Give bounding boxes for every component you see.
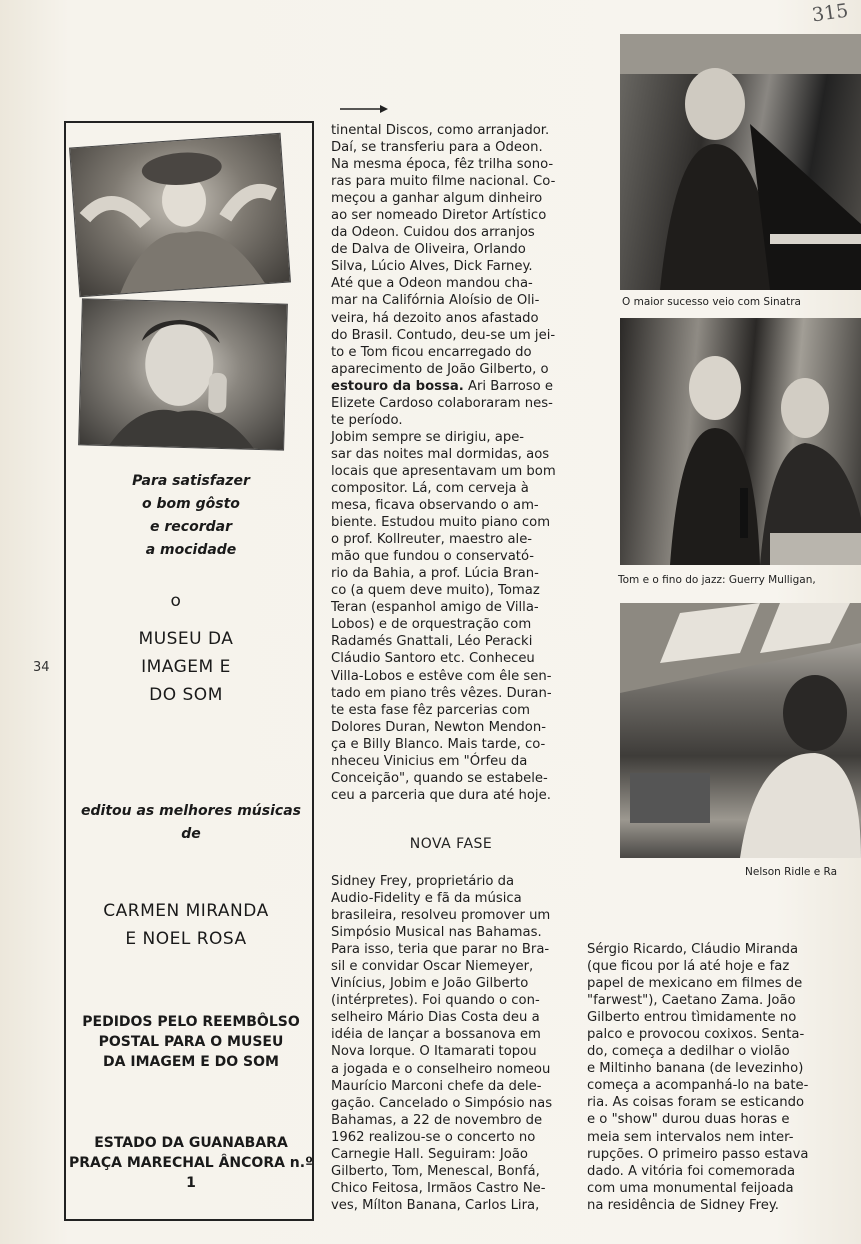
article-line: e Miltinho banana (de levezinho) (587, 1061, 804, 1077)
article-line: Dolores Duran, Newton Mendon- (331, 719, 546, 735)
article-line: compositor. Lá, com cerveja à (331, 480, 529, 496)
photo-caption: Nelson Ridle e Ra (745, 866, 838, 878)
article-line: ras para muito filme nacional. Co- (331, 174, 556, 190)
article-line: começa a acompanhá-lo na bate- (587, 1078, 809, 1094)
article-line: selheiro Mário Dias Costa deu a (331, 1010, 540, 1026)
ad-edited-line: editou as melhores músicas (81, 803, 301, 819)
ad-tagline-line: e recordar (150, 519, 232, 535)
ad-artist-line: E NOEL ROSA (125, 929, 247, 949)
article-line: Gilberto entrou tìmidamente no (587, 1010, 797, 1026)
photo-caption: Tom e o fino do jazz: Guerry Mulligan, (618, 574, 816, 586)
ad-tagline (96, 470, 286, 562)
ad-orders-line: DA IMAGEM E DO SOM (103, 1054, 279, 1070)
article-line: Nova Iorque. O Itamarati topou (331, 1044, 537, 1060)
article-line: idéia de lançar a bossanova em (331, 1027, 541, 1043)
arrow-right-icon (340, 104, 388, 114)
article-line: Conceição", quando se estabele- (331, 770, 548, 786)
article-line: locais que apresentavam um bom (331, 463, 556, 479)
article-line: ao ser nomeado Diretor Artístico (331, 208, 547, 224)
article-line: mesa, ficava observando o am- (331, 498, 539, 514)
museum-name (76, 625, 296, 709)
page-number: 34 (33, 660, 50, 675)
article-line: biente. Estudou muito piano com (331, 515, 551, 531)
article-line: Lobos) e de orquestração com (331, 617, 532, 633)
article-line: te período. (331, 412, 403, 428)
article-line: Sidney Frey, proprietário da (331, 874, 515, 889)
article-line: Elizete Cardoso colaboraram nes- (331, 395, 553, 411)
article-line: na residência de Sidney Frey. (587, 1197, 779, 1213)
ad-artist-line: CARMEN MIRANDA (103, 901, 269, 921)
article-line: Na mesma época, fêz trilha sono- (331, 157, 554, 173)
article-line: te esta fase fêz parcerias com (331, 702, 531, 718)
article-line: Jobim sempre se dirigiu, ape- (331, 429, 525, 445)
ad-artists (76, 897, 296, 953)
article-line: com uma monumental feijoada (587, 1180, 794, 1196)
article-line: 1962 realizou-se o concerto no (331, 1129, 536, 1145)
article-column-2 (587, 941, 827, 1214)
article-line: sil e convidar Oscar Niemeyer, (331, 959, 534, 975)
article-line: o prof. Kollreuter, maestro ale- (331, 532, 533, 548)
article-line: ria. As coisas foram se esticando (587, 1095, 805, 1111)
photo-caption: O maior sucesso veio com Sinatra (622, 296, 801, 308)
museum-name-line: MUSEU DA (138, 629, 234, 649)
article-line: tado em piano três vêzes. Duran- (331, 685, 552, 701)
article-line: Simpósio Musical nas Bahamas. (331, 925, 542, 941)
article-line: veira, há dezoito anos afastado (331, 310, 539, 326)
ad-address-line: PRAÇA MARECHAL ÂNCORA n.º 1 (69, 1155, 313, 1191)
section-title: NOVA FASE (409, 836, 493, 852)
article-line: rupções. O primeiro passo estava (587, 1146, 809, 1162)
article-line: papel de mexicano em filmes de (587, 976, 803, 992)
ad-orders-line: POSTAL PARA O MUSEU (98, 1034, 284, 1050)
carmen-miranda-photo (69, 133, 291, 297)
ad-connector: o (170, 591, 182, 611)
article-column-1 (331, 122, 571, 804)
article-line: Cláudio Santoro etc. Conheceu (331, 651, 535, 667)
article-line: Para isso, teria que parar no Bra- (331, 942, 550, 958)
ad-edited-line: de (181, 826, 201, 842)
article-line: da Odeon. Cuidou dos arranjos (331, 225, 535, 241)
article-line: sar das noites mal dormidas, aos (331, 446, 550, 462)
article-line: to e Tom ficou encarregado do (331, 344, 532, 360)
article-line: Carnegie Hall. Seguiram: João (331, 1146, 528, 1162)
article-line: estouro da bossa. Ari Barroso e (331, 378, 554, 394)
article-line: (que ficou por lá até hoje e faz (587, 959, 790, 975)
ad-tagline-line: a mocidade (145, 542, 237, 558)
article-line: do Brasil. Contudo, deu-se um jei- (331, 327, 556, 343)
article-line: Silva, Lúcio Alves, Dick Farney. (331, 259, 533, 275)
article-line: gação. Cancelado o Simpósio nas (331, 1095, 553, 1111)
article-line: nheceu Vinicius em "Órfeu da (331, 753, 528, 769)
article-line: co (a quem deve muito), Tomaz (331, 583, 540, 599)
article-line: aparecimento de João Gilberto, o (331, 361, 549, 377)
emphasis-text: estouro da bossa. (331, 378, 464, 394)
article-line: Sérgio Ricardo, Cláudio Miranda (587, 942, 799, 957)
ad-orders (66, 1012, 316, 1072)
article-line: mão que fundou o conservató- (331, 549, 535, 565)
jazz-table-photo (620, 318, 861, 565)
ad-address (66, 1133, 316, 1193)
article-line: mar na Califórnia Aloísio de Oli- (331, 293, 540, 309)
article-line: Teran (espanhol amigo de Villa- (331, 600, 539, 616)
article-column-1-continued (331, 873, 571, 1214)
article-line: de Dalva de Oliveira, Orlando (331, 242, 526, 258)
article-line: meçou a ganhar algum dinheiro (331, 191, 543, 207)
museum-name-line: IMAGEM E (141, 657, 231, 677)
article-line: ceu a parceria que dura até hoje. (331, 787, 551, 803)
article-line: tinental Discos, como arranjador. (331, 123, 550, 138)
studio-photo (620, 603, 861, 858)
article-line: Chico Feitosa, Irmãos Castro Ne- (331, 1180, 546, 1196)
article-line: meia sem intervalos nem inter- (587, 1129, 794, 1145)
museum-name-line: DO SOM (149, 685, 223, 705)
ad-edited-text (66, 800, 316, 846)
article-line: rio da Bahia, a prof. Lúcia Bran- (331, 566, 539, 582)
article-line: Gilberto, Tom, Menescal, Bonfá, (331, 1163, 540, 1179)
ad-tagline-line: Para satisfazer (132, 473, 250, 489)
ad-orders-line: PEDIDOS PELO REEMBÔLSO (82, 1014, 300, 1030)
article-line: ves, Mílton Banana, Carlos Lira, (331, 1197, 540, 1213)
sinatra-piano-photo (620, 34, 861, 290)
article-line: Maurício Marconi chefe da dele- (331, 1078, 542, 1094)
article-line: brasileira, resolveu promover um (331, 908, 551, 924)
noel-rosa-photo (78, 298, 288, 450)
ad-tagline-line: o bom gôsto (142, 496, 240, 512)
article-line: palco e provocou coxixos. Senta- (587, 1027, 805, 1043)
article-line: do, começa a dedilhar o violão (587, 1044, 790, 1060)
article-line: e o "show" durou duas horas e (587, 1112, 790, 1128)
article-line: Audio-Fidelity e fã da música (331, 891, 522, 907)
ad-address-line: ESTADO DA GUANABARA (94, 1135, 288, 1151)
article-line: Vinícius, Jobim e João Gilberto (331, 976, 529, 992)
article-line: ça e Billy Blanco. Mais tarde, co- (331, 736, 546, 752)
article-line: Até que a Odeon mandou cha- (331, 276, 533, 292)
article-line: a jogada e o conselheiro nomeou (331, 1061, 551, 1077)
article-line: Radamés Gnattali, Léo Peracki (331, 634, 533, 650)
article-line: "farwest"), Caetano Zama. João (587, 993, 796, 1009)
article-line: (intérpretes). Foi quando o con- (331, 993, 540, 1009)
article-line: Bahamas, a 22 de novembro de (331, 1112, 543, 1128)
article-line: Daí, se transferiu para a Odeon. (331, 140, 543, 156)
article-line: Villa-Lobos e estêve com êle sen- (331, 668, 552, 684)
article-line: dado. A vitória foi comemorada (587, 1163, 796, 1179)
handwritten-note: 315 (810, 0, 850, 27)
